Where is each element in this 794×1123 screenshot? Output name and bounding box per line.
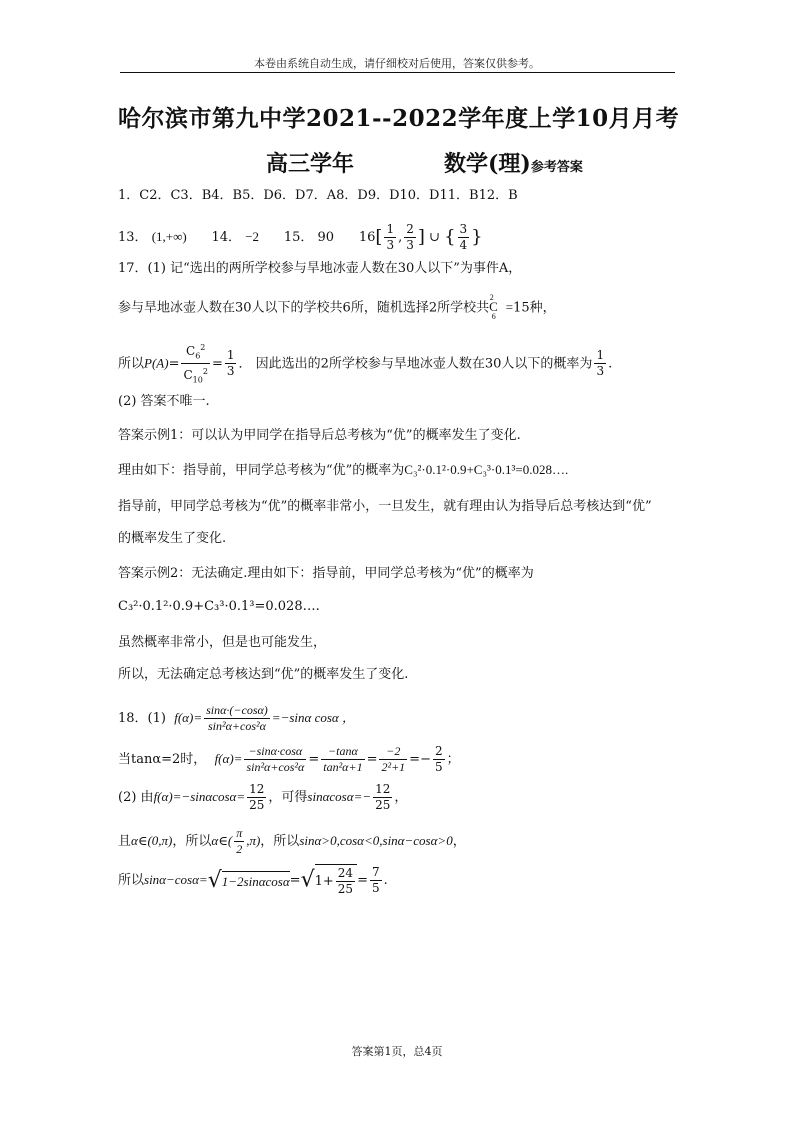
q13-answer: (1,+∞) xyxy=(151,229,187,244)
q17-example-2c: 所以，无法确定总考核达到“优”的概率发生了变化. xyxy=(118,667,409,682)
answer-label: 参考答案 xyxy=(530,160,583,175)
q16-frac-2: $\frac{2}{3}$ xyxy=(406,222,414,252)
subject-label xyxy=(444,147,583,178)
q17-line-2-text: 参与旱地冰壶人数在30人以下的学校共6所，随机选择2所学校共 xyxy=(118,300,490,316)
q16-frac-3: $\frac{3}{4}$ xyxy=(459,222,468,252)
q18-part-2: (2) 由f(α)=−sinαcosα= $\frac{12}{25}$ ，可得sinαcosα=− $\frac{12}{25}$ ， xyxy=(118,782,408,812)
q18-frac-1: $\frac{\sin\alpha\cdot(-\cos\alpha)}{\text{sin²α+cos²α}}$ xyxy=(206,703,268,733)
q17-line-1: 17．(1) 记“选出的两所学校参与旱地冰壶人数在30人以下”为事件A， xyxy=(118,261,522,276)
q16-number: 16 xyxy=(358,230,376,245)
q17-line-2: 参与旱地冰壶人数在30人以下的学校共6所，随机选择2所学校共$C_6^2=15$种， xyxy=(118,293,556,321)
pi-over-2: $\frac{\pi}{2}$ xyxy=(236,826,243,856)
q17-example-1: 答案示例1：可以认为甲同学在指导后总考核为“优”的概率发生了变化. xyxy=(118,428,521,443)
f-alpha-2: f(α)= xyxy=(214,751,243,766)
q17-example-2: 答案示例2：无法确定.理由如下：指导前，甲同学总考核为“优”的概率为 xyxy=(118,566,534,581)
q17-reason-1b: 指导前，甲同学总考核为“优”的概率非常小，一旦发生，就有理由认为指导后总考核达到“优” xyxy=(118,499,652,514)
q14-answer: −2 xyxy=(245,229,260,244)
q18-frac-12-25: $\frac{12}{25}$ xyxy=(249,782,265,812)
q17-reason-1 xyxy=(118,461,568,480)
q17-line-3: 所以P(A)= $\frac{C_6^2}{C_{10}^2}$ = $\frac{1}{3}$ ． 因此选出的2所学校参与旱地冰壶人数在30人以下的概率为 $\frac{1}{3}$ . xyxy=(118,340,612,388)
q18-frac-4: $\frac{-2}{\text{2²+1}}$ xyxy=(381,744,406,774)
subject-name: 数学(理) xyxy=(444,151,531,177)
comb-value: 15 xyxy=(513,300,530,316)
header-note: 本卷由系统自动生成，请仔细校对后使用，答案仅供参考。 xyxy=(254,57,540,70)
q17-part-2: (2) 答案不唯一. xyxy=(118,394,210,409)
q18-part-2-label: (2) 由 xyxy=(118,790,154,805)
q15-number: 15． xyxy=(283,230,314,245)
comb-c62: $C_6^2$ xyxy=(489,293,498,321)
q18-frac-12-25-b: $\frac{12}{25}$ xyxy=(375,782,391,812)
header-rule xyxy=(120,72,675,73)
result-frac-2: $\frac{1}{3}$ xyxy=(596,348,605,379)
probability-expr: P(A) xyxy=(144,355,169,371)
q18-tan-line: 当tanα=2时， f(α)= $\frac{-\sin\alpha\cdot\cos\alpha}{\text{sin²α+cos²α}}$ = $\frac{-\tan\alpha}{\text{tan²α+1}}$ = $\frac{-2}{\text{2²+1}}$ =− $\frac{2}{5}$ ； xyxy=(118,744,460,774)
q18-condition: 当tanα=2时， xyxy=(118,752,207,767)
q18-condition-line: 且α∈(0,π)，所以α∈( $\frac{\pi}{2}$ ,π)，所以sinα>0,cosα<0,sinα−cosα>0， xyxy=(118,826,466,856)
q14-number: 14． xyxy=(211,230,242,245)
page-title: 哈尔滨市第九中学2021--2022学年度上学10月月考 xyxy=(118,105,680,132)
final-frac: $\frac{7}{5}$ xyxy=(371,865,380,895)
q18-part-1 xyxy=(118,703,355,734)
q16-frac-1: $\frac{1}{3}$ xyxy=(386,222,395,252)
q13-number: 13． xyxy=(118,230,148,245)
page-footer: 答案第1页，总4页 xyxy=(351,1045,443,1058)
comb-ratio: $\frac{C_6^2}{C_{10}^2}$ xyxy=(181,340,209,388)
grade-label: 高三学年 xyxy=(266,151,355,177)
q18-final-line: 所以sinα−cosα=√1−2sinαcosα=√1+ $\frac{24}{25}$ = $\frac{7}{5}$ . xyxy=(118,865,388,896)
q17-line-2-tail: 种， xyxy=(529,300,556,316)
result-frac: $\frac{1}{3}$ xyxy=(226,348,235,379)
q18-frac-2: $\frac{-\sin\alpha\cdot\cos\alpha}{\text{sin²α+cos²α}}$ xyxy=(246,744,305,774)
mc-answers: 1．C2．C3．B4．B5．D6．D7．A8．D9．D10．D11．B12．B xyxy=(118,188,518,203)
q17-conclusion: ． 因此选出的2所学校参与旱地冰壶人数在30人以下的概率为 xyxy=(238,356,593,372)
q17-so: 所以 xyxy=(118,356,145,372)
q18-label: 18．(1) xyxy=(118,711,166,726)
reason-1-text: 理由如下：指导前，甲同学总考核为“优”的概率为 xyxy=(118,463,405,478)
f-alpha: f(α)= xyxy=(174,710,203,725)
q17-reason-1c: 的概率发生了变化. xyxy=(118,531,227,546)
q18-frac-3: $\frac{-\tan\alpha}{\text{tan²α+1}}$ xyxy=(323,744,363,774)
prob-expression: C₃²·0.1²·0.9+C₃³·0.1³=0.028…. xyxy=(404,462,569,477)
fill-answers: 13． (1,+∞) 14． −2 15． 90 16[ $\frac{1}{3}$ , $\frac{2}{3}$ ] ∪ { $\frac{3}{4}$ } xyxy=(118,222,483,252)
sqrt-1: √1−2sinαcosα xyxy=(207,867,290,893)
sqrt-2: √1+ $\frac{24}{25}$ xyxy=(301,864,357,897)
q18-result-1: =−sinα cosα ， xyxy=(271,710,355,725)
q15-answer: 90 xyxy=(317,230,335,245)
q17-example-2b: 虽然概率非常小，但是也可能发生， xyxy=(118,635,327,650)
q17-prob-expr-2: C₃²·0.1²·0.9+C₃³·0.1³=0.028…. xyxy=(118,599,320,614)
q18-result-frac: $\frac{2}{5}$ xyxy=(434,744,443,774)
